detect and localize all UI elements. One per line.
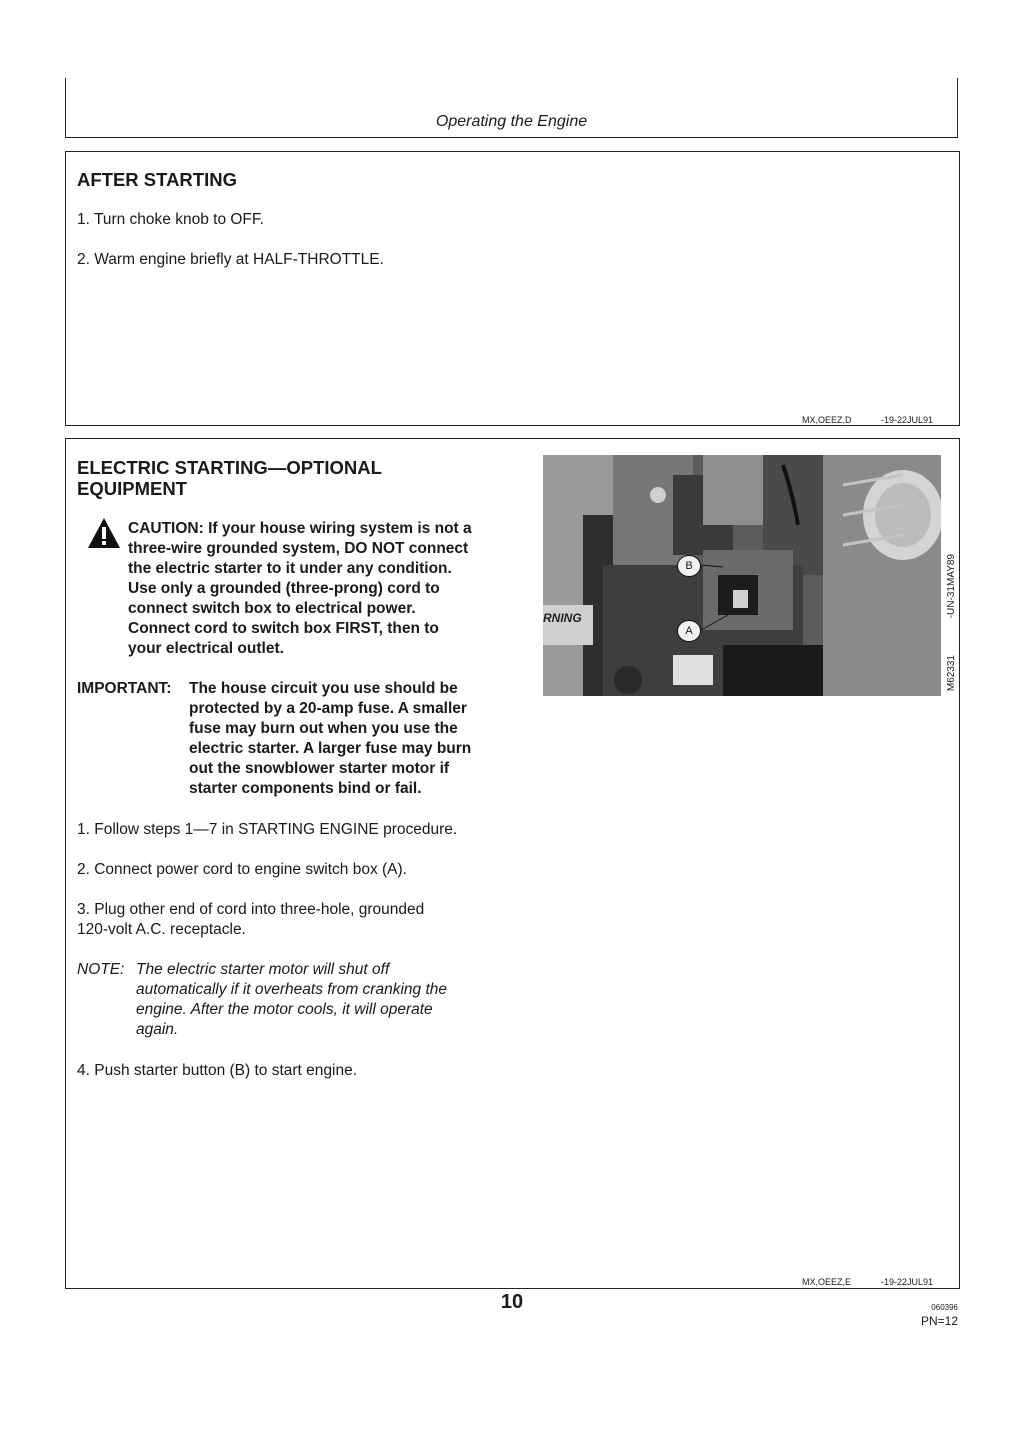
caution-line-2: three-wire grounded system, DO NOT connect	[128, 540, 469, 557]
caution-line-7: your electrical outlet.	[128, 640, 284, 657]
photo-code-1: -UN-31MAY89	[946, 554, 957, 619]
doc-date-code: -19-22JUL91	[881, 415, 934, 425]
important-line-1: The house circuit you use should be	[189, 680, 458, 697]
electric-starting-section	[65, 438, 960, 1289]
step-4: 4. Push starter button (B) to start engine.	[77, 1062, 358, 1079]
footer-code: 060396	[931, 1303, 958, 1312]
engine-photo	[543, 455, 941, 696]
step-3-line-1: 3. Plug other end of cord into three-hole, grounded	[77, 901, 425, 918]
important-label: IMPORTANT:	[77, 680, 172, 697]
caution-line-5: connect switch box to electrical power.	[128, 600, 416, 617]
caution-line-3: the electric starter to it under any condition.	[128, 560, 452, 577]
caution-line-6: Connect cord to switch box FIRST, then to	[128, 620, 439, 637]
section-title: AFTER STARTING	[77, 169, 237, 190]
important-line-4: electric starter. A larger fuse may burn	[189, 740, 472, 757]
step-3-line-2: 120-volt A.C. receptacle.	[77, 921, 246, 938]
warning-label-text: RNING	[543, 611, 582, 625]
note-line-4: again.	[136, 1021, 179, 1038]
important-line-5: out the snowblower starter motor if	[189, 760, 450, 777]
step-1: 1. Turn choke knob to OFF.	[77, 211, 264, 228]
page-number: 10	[500, 1291, 524, 1313]
step-1: 1. Follow steps 1—7 in STARTING ENGINE procedure.	[77, 821, 458, 838]
doc-date-code: -19-22JUL91	[881, 1277, 934, 1287]
engine-photo-graphic	[543, 455, 941, 696]
page-header	[65, 78, 958, 138]
section-title-line2: EQUIPMENT	[77, 478, 187, 499]
important-line-3: fuse may burn out when you use the	[189, 720, 458, 737]
callout-b: B	[677, 555, 701, 577]
caution-line-4: Use only a grounded (three-prong) cord to	[128, 580, 440, 597]
photo-code-2: M62331	[946, 655, 957, 692]
note-line-3: engine. After the motor cools, it will operate	[136, 1001, 433, 1018]
note-line-1: The electric starter motor will shut off	[136, 961, 390, 978]
callout-a: A	[677, 620, 701, 642]
footer-pn: PN=12	[920, 1314, 958, 1328]
warning-triangle-icon	[87, 517, 121, 549]
step-2: 2. Connect power cord to engine switch box (A).	[77, 861, 407, 878]
doc-code: MX,OEEZ,D	[802, 415, 852, 425]
important-line-6: starter components bind or fail.	[189, 780, 422, 797]
after-starting-section	[65, 151, 960, 426]
important-line-2: protected by a 20-amp fuse. A smaller	[189, 700, 467, 717]
section-title-line1: ELECTRIC STARTING—OPTIONAL	[77, 457, 382, 478]
doc-code: MX,OEEZ,E	[802, 1277, 852, 1287]
page-header-title: Operating the Engine	[435, 113, 588, 130]
note-line-2: automatically if it overheats from cranking the	[136, 981, 447, 998]
caution-line-1: CAUTION: If your house wiring system is not a	[128, 520, 472, 537]
note-label: NOTE:	[77, 961, 125, 978]
step-2: 2. Warm engine briefly at HALF-THROTTLE.	[77, 251, 384, 268]
